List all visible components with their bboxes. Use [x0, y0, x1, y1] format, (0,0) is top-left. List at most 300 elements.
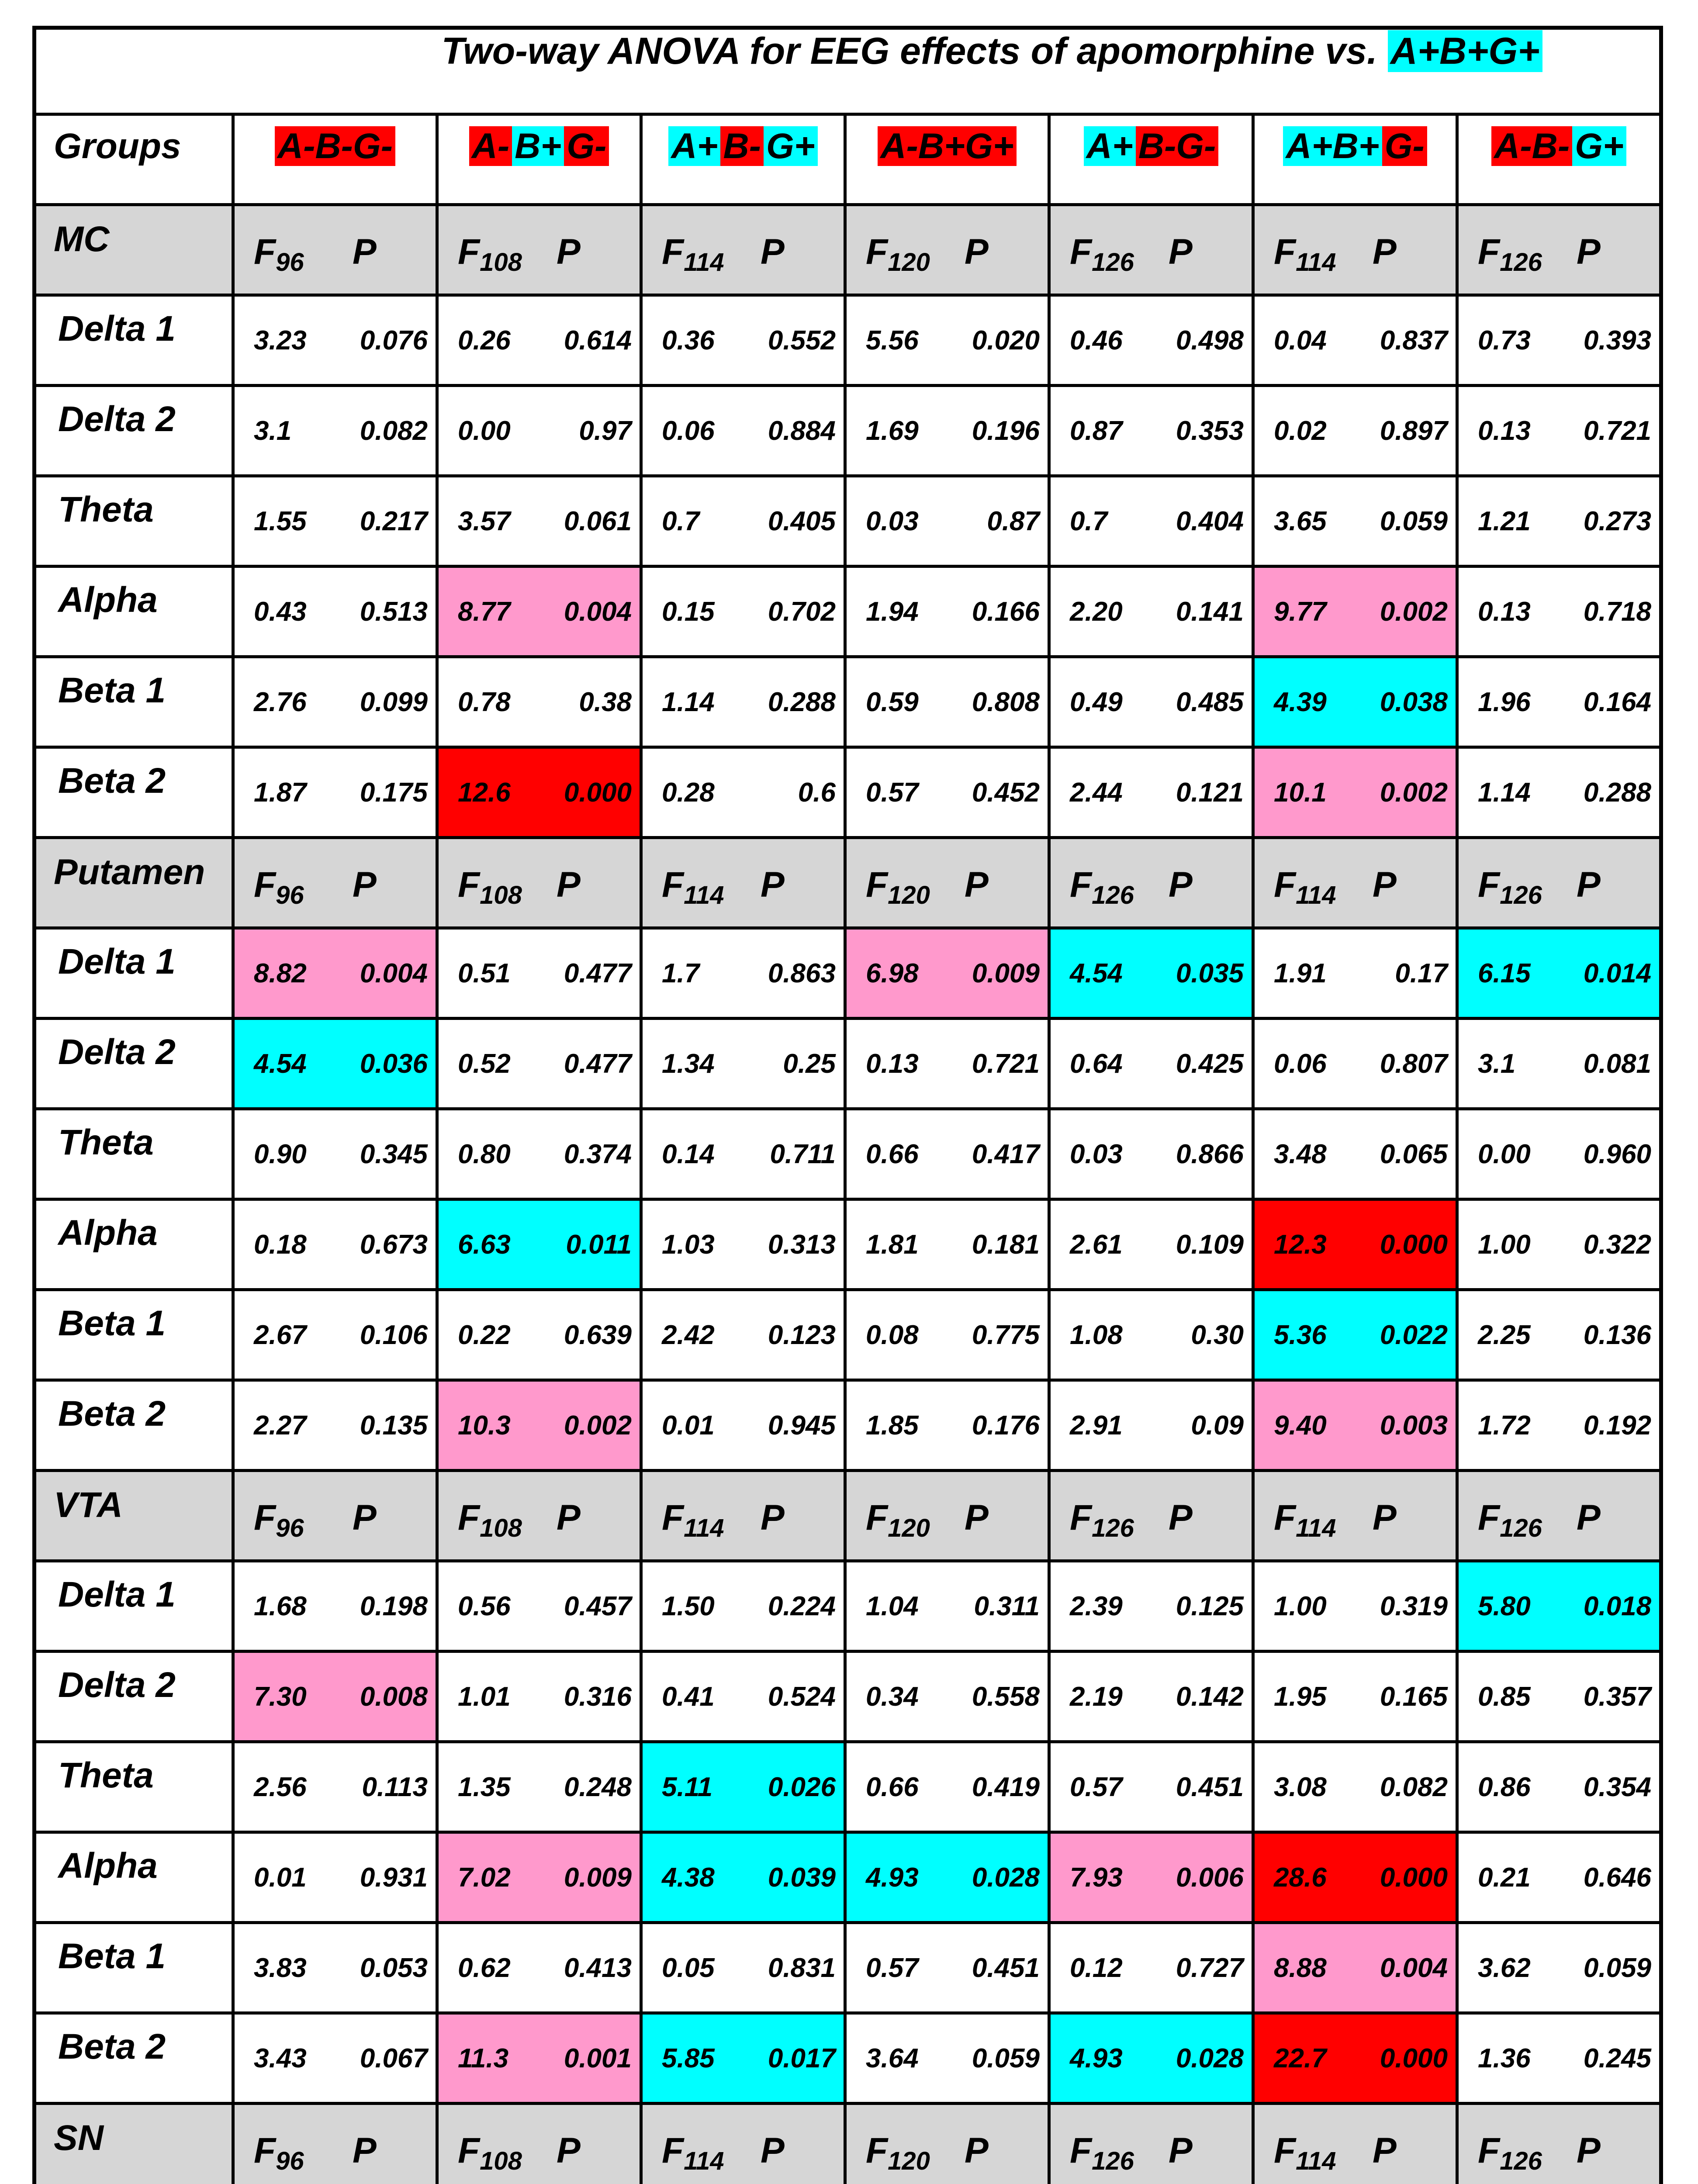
stat-cell [1457, 747, 1661, 838]
band-label: Theta [35, 1109, 233, 1199]
p-value: 0.273 [1583, 506, 1652, 536]
group-segment: G+ [764, 126, 818, 166]
f-header: $F_{114}$ [662, 2131, 724, 2175]
p-value: 0.020 [972, 325, 1040, 356]
stat-cell [1457, 2013, 1661, 2104]
p-value: 0.404 [1176, 506, 1244, 536]
p-value: 0.003 [1380, 1410, 1448, 1441]
f-value: 1.36 [1478, 2043, 1531, 2073]
p-value: 0.417 [972, 1139, 1040, 1169]
f-value: 6.98 [866, 958, 919, 988]
p-value: 0.558 [972, 1681, 1040, 1712]
p-header: P [965, 232, 989, 272]
f-value: 0.46 [1070, 325, 1123, 356]
group-segment: B-G- [1136, 126, 1219, 166]
p-value: 0.319 [1380, 1591, 1448, 1621]
stat-cell [233, 476, 437, 567]
f-value: 1.00 [1478, 1229, 1531, 1260]
p-value: 0.009 [564, 1862, 632, 1893]
f-value: 0.01 [662, 1410, 715, 1441]
f-value: 0.57 [1070, 1772, 1123, 1802]
p-value: 0.931 [360, 1862, 428, 1893]
p-value: 0.311 [974, 1591, 1040, 1621]
stat-cell [1253, 295, 1457, 386]
group-header [437, 114, 641, 205]
f-p-header [845, 838, 1049, 928]
p-value: 0.082 [360, 415, 428, 446]
stat-cell [437, 747, 641, 838]
p-value: 0.022 [1380, 1320, 1448, 1350]
f-p-header [233, 838, 437, 928]
f-value: 4.38 [662, 1862, 715, 1893]
stat-cell [437, 1742, 641, 1832]
table-row [35, 2013, 1661, 2104]
f-value: 0.43 [254, 596, 307, 627]
f-header: $F_{114}$ [662, 232, 724, 276]
f-value: 4.39 [1274, 687, 1327, 717]
f-value: 0.66 [866, 1139, 919, 1169]
p-value: 0.176 [972, 1410, 1040, 1441]
p-value: 0.614 [564, 325, 632, 356]
stat-cell [233, 1652, 437, 1742]
p-value: 0.059 [1583, 1952, 1652, 1983]
p-value: 0.831 [768, 1952, 836, 1983]
f-p-header [1253, 205, 1457, 295]
stat-cell [1049, 747, 1253, 838]
p-value: 0.405 [768, 506, 836, 536]
p-value: 0.014 [1583, 958, 1652, 988]
group-segment: G- [1382, 126, 1427, 166]
stat-cell [1253, 747, 1457, 838]
p-header: P [1169, 1498, 1193, 1538]
stat-cell [233, 1380, 437, 1471]
stat-cell [233, 747, 437, 838]
stat-cell [1253, 1290, 1457, 1380]
group-segment: B+ [512, 126, 564, 166]
f-value: 1.96 [1478, 687, 1531, 717]
p-value: 0.425 [1176, 1048, 1244, 1079]
group-header [845, 114, 1049, 205]
p-header: P [1169, 2131, 1193, 2170]
p-value: 0.002 [564, 1410, 632, 1441]
table-row [35, 1380, 1661, 1471]
band-label: Beta 2 [35, 2013, 233, 2104]
f-value: 12.6 [458, 777, 511, 808]
stat-cell [1457, 1380, 1661, 1471]
f-value: 1.14 [662, 687, 715, 717]
f-header: $F_{114}$ [662, 1498, 724, 1542]
p-value: 0.000 [1380, 2043, 1448, 2073]
f-value: 1.87 [254, 777, 307, 808]
p-value: 0.000 [1380, 1862, 1448, 1893]
stat-cell [1253, 1019, 1457, 1109]
group-header [1049, 114, 1253, 205]
p-value: 0.224 [768, 1591, 836, 1621]
stat-cell [1457, 1290, 1661, 1380]
f-value: 0.49 [1070, 687, 1123, 717]
f-value: 0.06 [662, 415, 715, 446]
p-header: P [557, 1498, 581, 1538]
f-value: 8.82 [254, 958, 307, 988]
stat-cell [845, 1832, 1049, 1923]
f-header: $F_{120}$ [866, 865, 930, 909]
f-value: 3.48 [1274, 1139, 1327, 1169]
stat-cell [233, 567, 437, 657]
stat-cell [1457, 1742, 1661, 1832]
f-p-header [233, 1471, 437, 1561]
group-segment: A+ [668, 126, 720, 166]
p-value: 0.775 [972, 1320, 1040, 1350]
stat-cell [845, 1199, 1049, 1290]
groups-label: Groups [35, 101, 233, 192]
stat-cell [1049, 567, 1253, 657]
f-value: 2.91 [1070, 1410, 1123, 1441]
band-label: Delta 2 [35, 1019, 233, 1109]
f-value: 0.12 [1070, 1952, 1123, 1983]
f-header: $F_{96}$ [254, 865, 304, 909]
f-header: $F_{126}$ [1070, 865, 1134, 909]
f-header: $F_{96}$ [254, 2131, 304, 2175]
p-value: 0.87 [987, 506, 1040, 536]
group-segment: G- [564, 126, 609, 166]
group-segment: A+B+ [1283, 126, 1382, 166]
table-row [35, 928, 1661, 1019]
p-value: 0.121 [1176, 777, 1244, 808]
stat-cell [233, 1290, 437, 1380]
stat-cell [845, 1380, 1049, 1471]
stat-cell [641, 1290, 845, 1380]
p-value: 0.039 [768, 1862, 836, 1893]
p-header: P [557, 865, 581, 905]
f-value: 1.72 [1478, 1410, 1531, 1441]
f-header: $F_{108}$ [458, 865, 522, 909]
p-value: 0.897 [1380, 415, 1448, 446]
p-header: P [761, 865, 785, 905]
f-value: 6.63 [458, 1229, 511, 1260]
p-value: 0.354 [1583, 1772, 1652, 1802]
f-header: $F_{108}$ [458, 2131, 522, 2175]
p-value: 0.028 [1176, 2043, 1244, 2073]
f-value: 2.42 [662, 1320, 715, 1350]
stat-cell [437, 928, 641, 1019]
band-label: Beta 2 [35, 1380, 233, 1471]
band-label: Beta 1 [35, 657, 233, 747]
p-value: 0.30 [1191, 1320, 1244, 1350]
f-value: 0.90 [254, 1139, 307, 1169]
p-value: 0.192 [1583, 1410, 1652, 1441]
f-value: 0.36 [662, 325, 715, 356]
stat-cell [233, 386, 437, 476]
band-label: Alpha [35, 1832, 233, 1923]
p-value: 0.248 [564, 1772, 632, 1802]
group-header [641, 114, 845, 205]
stat-cell [845, 567, 1049, 657]
region-label: MC [35, 205, 233, 295]
p-value: 0.639 [564, 1320, 632, 1350]
stat-cell [641, 657, 845, 747]
group-segment: G+ [1572, 126, 1626, 166]
stat-cell [437, 657, 641, 747]
f-p-header [1457, 205, 1661, 295]
f-header: $F_{114}$ [1274, 2131, 1336, 2175]
stat-cell [1457, 295, 1661, 386]
f-value: 2.19 [1070, 1681, 1123, 1712]
f-value: 8.77 [458, 596, 511, 627]
f-value: 3.08 [1274, 1772, 1327, 1802]
f-header: $F_{126}$ [1070, 1498, 1134, 1542]
f-header: $F_{114}$ [1274, 232, 1336, 276]
stat-cell [1049, 1380, 1253, 1471]
p-header: P [761, 232, 785, 272]
p-header: P [557, 232, 581, 272]
p-value: 0.721 [1583, 415, 1652, 446]
stat-cell [1049, 1832, 1253, 1923]
f-p-header [1457, 2104, 1661, 2184]
f-value: 2.20 [1070, 596, 1123, 627]
f-p-header [1049, 838, 1253, 928]
f-value: 3.65 [1274, 506, 1327, 536]
f-value: 0.13 [1478, 415, 1531, 446]
f-value: 11.3 [458, 2043, 509, 2073]
f-value: 5.85 [662, 2043, 715, 2073]
f-value: 5.56 [866, 325, 919, 356]
f-value: 9.40 [1274, 1410, 1327, 1441]
p-value: 0.451 [972, 1952, 1040, 1983]
stat-cell [1253, 1652, 1457, 1742]
stat-cell [1049, 1561, 1253, 1652]
f-p-header [1253, 838, 1457, 928]
p-value: 0.485 [1176, 687, 1244, 717]
stat-cell [641, 386, 845, 476]
stat-cell [1457, 1652, 1661, 1742]
band-label: Delta 1 [35, 928, 233, 1019]
f-p-header [641, 1471, 845, 1561]
f-value: 3.62 [1478, 1952, 1531, 1983]
f-value: 2.39 [1070, 1591, 1123, 1621]
f-value: 0.00 [1478, 1139, 1531, 1169]
stat-cell [437, 1019, 641, 1109]
p-value: 0.038 [1380, 687, 1448, 717]
f-header: $F_{114}$ [662, 865, 724, 909]
f-header: $F_{120}$ [866, 232, 930, 276]
stat-cell [1457, 386, 1661, 476]
stat-cell [845, 1561, 1049, 1652]
table-row [35, 567, 1661, 657]
p-value: 0.288 [768, 687, 836, 717]
table-row [35, 476, 1661, 567]
p-value: 0.25 [783, 1048, 836, 1079]
f-p-header [437, 1471, 641, 1561]
f-value: 1.34 [662, 1048, 715, 1079]
f-value: 0.13 [866, 1048, 919, 1079]
stat-cell [233, 657, 437, 747]
p-value: 0.808 [972, 687, 1040, 717]
f-value: 0.14 [662, 1139, 715, 1169]
stat-cell [437, 1832, 641, 1923]
p-value: 0.357 [1583, 1681, 1652, 1712]
stat-cell [845, 1742, 1049, 1832]
f-value: 2.44 [1070, 777, 1123, 808]
stat-cell [1253, 657, 1457, 747]
stat-cell [641, 295, 845, 386]
stat-cell [1253, 1561, 1457, 1652]
f-value: 1.68 [254, 1591, 307, 1621]
f-p-header [1049, 205, 1253, 295]
table-row [35, 1561, 1661, 1652]
f-value: 0.34 [866, 1681, 919, 1712]
p-value: 0.646 [1583, 1862, 1652, 1893]
p-value: 0.004 [1380, 1952, 1448, 1983]
p-value: 0.711 [770, 1139, 836, 1169]
p-value: 0.353 [1176, 415, 1244, 446]
stat-cell [1253, 1199, 1457, 1290]
stat-cell [233, 928, 437, 1019]
f-value: 0.21 [1478, 1862, 1531, 1893]
f-header: $F_{126}$ [1070, 2131, 1134, 2175]
stat-cell [437, 567, 641, 657]
band-label: Delta 1 [35, 295, 233, 386]
p-value: 0.002 [1380, 596, 1448, 627]
p-value: 0.141 [1176, 596, 1244, 627]
stat-cell [845, 295, 1049, 386]
f-value: 0.66 [866, 1772, 919, 1802]
stat-cell [641, 1923, 845, 2013]
stat-cell [1049, 476, 1253, 567]
f-p-header [1253, 2104, 1457, 2184]
region-label: SN [35, 2104, 233, 2184]
band-label: Alpha [35, 567, 233, 657]
f-value: 0.73 [1478, 325, 1531, 356]
f-value: 1.35 [458, 1772, 511, 1802]
band-label: Beta 1 [35, 1290, 233, 1380]
f-value: 0.05 [662, 1952, 715, 1983]
f-value: 2.67 [254, 1320, 307, 1350]
f-header: $F_{108}$ [458, 232, 522, 276]
group-segment: A-B+G+ [878, 126, 1016, 166]
f-value: 0.00 [458, 415, 511, 446]
f-value: 12.3 [1274, 1229, 1327, 1260]
band-label: Delta 2 [35, 386, 233, 476]
p-value: 0.316 [564, 1681, 632, 1712]
band-label: Beta 1 [35, 1923, 233, 2013]
p-value: 0.006 [1176, 1862, 1244, 1893]
f-value: 1.14 [1478, 777, 1531, 808]
stat-cell [641, 476, 845, 567]
f-value: 0.7 [1070, 506, 1108, 536]
f-p-header [233, 205, 437, 295]
f-value: 3.1 [254, 415, 292, 446]
table-row [35, 657, 1661, 747]
f-value: 3.1 [1478, 1048, 1516, 1079]
stat-cell [1049, 1199, 1253, 1290]
f-value: 2.56 [254, 1772, 307, 1802]
p-value: 0.017 [768, 2043, 836, 2073]
p-value: 0.09 [1191, 1410, 1244, 1441]
p-value: 0.004 [564, 596, 632, 627]
stat-cell [1253, 386, 1457, 476]
f-p-header [845, 205, 1049, 295]
f-value: 0.87 [1070, 415, 1123, 446]
f-value: 0.03 [1070, 1139, 1123, 1169]
f-value: 0.41 [662, 1681, 715, 1712]
stat-cell [233, 1199, 437, 1290]
stat-cell [845, 1290, 1049, 1380]
stat-cell [845, 386, 1049, 476]
stat-cell [641, 1109, 845, 1199]
f-value: 0.18 [254, 1229, 307, 1260]
p-value: 0.009 [972, 958, 1040, 988]
p-value: 0.727 [1176, 1952, 1244, 1983]
table-row [35, 295, 1661, 386]
f-header: $F_{114}$ [1274, 865, 1336, 909]
f-value: 1.95 [1274, 1681, 1327, 1712]
p-value: 0.721 [972, 1048, 1040, 1079]
p-header: P [761, 2131, 785, 2170]
stat-cell [233, 2013, 437, 2104]
f-value: 0.02 [1274, 415, 1327, 446]
group-segment: A+ [1084, 126, 1136, 166]
p-value: 0.165 [1380, 1681, 1448, 1712]
p-value: 0.106 [360, 1320, 428, 1350]
p-value: 0.498 [1176, 325, 1244, 356]
p-value: 0.673 [360, 1229, 428, 1260]
f-value: 0.59 [866, 687, 919, 717]
f-value: 1.94 [866, 596, 919, 627]
p-value: 0.552 [768, 325, 836, 356]
p-value: 0.413 [564, 1952, 632, 1983]
p-value: 0.17 [1395, 958, 1448, 988]
p-value: 0.960 [1583, 1139, 1652, 1169]
stat-cell [1457, 1109, 1661, 1199]
p-value: 0.109 [1176, 1229, 1244, 1260]
p-value: 0.477 [564, 958, 632, 988]
f-header: $F_{126}$ [1478, 865, 1542, 909]
f-value: 22.7 [1274, 2043, 1327, 2073]
p-value: 0.288 [1583, 777, 1652, 808]
stat-cell [641, 567, 845, 657]
stat-cell [233, 295, 437, 386]
f-value: 0.08 [866, 1320, 919, 1350]
f-value: 0.7 [662, 506, 700, 536]
stat-cell [641, 1652, 845, 1742]
f-value: 0.13 [1478, 596, 1531, 627]
f-value: 0.78 [458, 687, 511, 717]
p-value: 0.97 [579, 415, 632, 446]
p-header: P [761, 1498, 785, 1538]
p-header: P [1577, 2131, 1601, 2170]
p-value: 0.393 [1583, 325, 1652, 356]
f-header: $F_{120}$ [866, 2131, 930, 2175]
title-highlight: A+B+G+ [1388, 30, 1542, 72]
stat-cell [1049, 295, 1253, 386]
table-row [35, 1652, 1661, 1742]
stat-cell [641, 1561, 845, 1652]
stat-cell [1049, 1109, 1253, 1199]
p-value: 0.136 [1583, 1320, 1652, 1350]
f-value: 0.57 [866, 1952, 919, 1983]
stat-cell [641, 2013, 845, 2104]
f-p-header [437, 838, 641, 928]
f-value: 9.77 [1274, 596, 1327, 627]
stat-cell [437, 1290, 641, 1380]
p-value: 0.198 [360, 1591, 428, 1621]
stat-cell [1253, 1923, 1457, 2013]
table-row [35, 1019, 1661, 1109]
f-value: 0.04 [1274, 325, 1327, 356]
stat-cell [641, 1199, 845, 1290]
f-value: 1.08 [1070, 1320, 1123, 1350]
stat-cell [641, 1742, 845, 1832]
